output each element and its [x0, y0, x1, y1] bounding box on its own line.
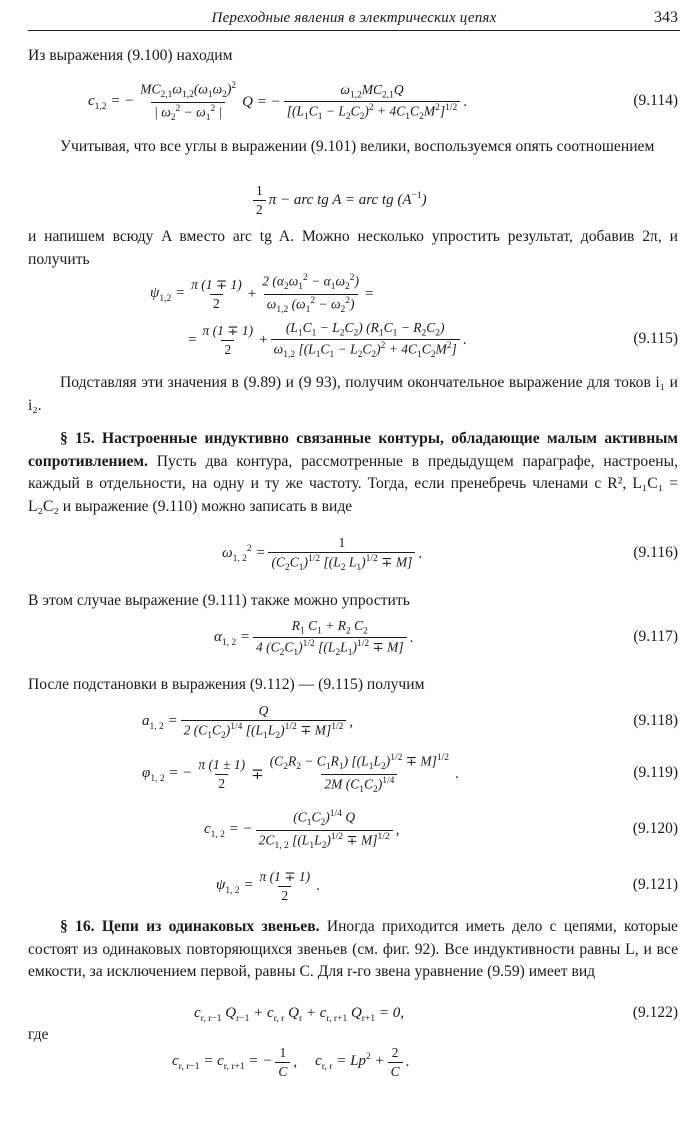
- equation-number: (9.114): [633, 92, 678, 109]
- section-15-heading: § 15. Настроенные индуктивно связанные контуры, обладающие малым активным сопротивлением.: [28, 430, 678, 470]
- equation-9-120: $c_{1, 2}$ = − $\frac{(C_1C_2)^{1/4} Q}{2C_{1, 2} [(L_1L_2)^{1/2} \mp M]^{1/2}}$ , (9.120): [204, 809, 678, 851]
- equation-9-118: $a_{1, 2}$ = $\frac{Q}{2 (C_1C_2)^{1/4} [(L_1L_2)^{1/2} \mp M]^{1/2}}$ , (9.118): [142, 702, 678, 742]
- equation-9-115-line1: $\psi_{1,2}$ = $\frac{\pi (1 \mp 1)}{2}$ + $\frac{2 (\alpha_2\omega_1^2 - \alpha_1\omega_2^2)}{\omega_{1,2} (\omega_1^2 - \omega_2^2)}$ =: [150, 273, 374, 315]
- section-16-heading: § 16. Цепи из одинаковых звеньев.: [60, 918, 320, 935]
- equation-arctg-relation: $\frac{1}{2}$ π − arc tg A = arc tg $(A^{-1})$: [0, 178, 700, 222]
- section-15: [28, 428, 678, 518]
- equation-number: (9.119): [633, 764, 678, 781]
- equation-9-116: $\omega_{1, 2}^2$ = $\frac{1}{(C_2C_1)^{1/2} [(L_2 L_1)^{1/2} \mp M]}$ . (9.116): [222, 534, 678, 574]
- equation-number: (9.117): [633, 628, 678, 645]
- equation-9-117: $\alpha_{1, 2}$ = $\frac{R_1 C_1 + R_2 C_2}{4 (C_2C_1)^{1/2} [(L_2L_1)^{1/2} \mp M]}$ . (9.117): [214, 617, 678, 659]
- paragraph-intro: Из выражения (9.100) находим: [28, 47, 233, 64]
- paragraph-after-substitution: После подстановки в выражения (9.112) — (9.115) получим: [28, 676, 425, 693]
- section-15-text: Пусть два контура, рассмотренные в предыдущем параграфе, настроены, каждый в отдельности, на одну и ту же частоту. Тогда, если пренебречь членами с R², L₁C₁ = L₂C₂ и выражение (9.110) можно записать в виде: [28, 452, 678, 515]
- equation-number: (9.122): [632, 1004, 678, 1021]
- equation-number: (9.120): [632, 820, 678, 837]
- equation-number: (9.115): [633, 330, 678, 347]
- equation-9-115-line2: = $\frac{\pi (1 \mp 1)}{2}$ + $\frac{(L_1C_1 - L_2C_2) (R_1C_1 - R_2C_2)}{\omega_{1,2} [(L_1C_1 - L_2C_2)^2 + 4C_1C_2M^2]}$ . (9.115): [188, 319, 678, 361]
- running-title: Переходные явления в электрических цепях: [211, 10, 497, 26]
- section-16-text: Иногда приходится иметь дело с цепями, которые состоят из одинаковых повторяющихся звеньев (см. фиг. 92). Все индуктивности равны L, и все емкости, за исключением первой, равны C. Для r-го звена уравнение (9.59) имеет вид: [28, 918, 678, 980]
- paragraph-angles: Учитывая, что все углы в выражении (9.101) велики, воспользуемся опять соотношением: [60, 138, 655, 155]
- equation-number: (9.116): [633, 544, 678, 561]
- equation-9-119: $\varphi_{1, 2}$ = − $\frac{\pi (1 \pm 1)}{2}$ ∓ $\frac{(C_2R_2 - C_1R_1) [(L_1L_2)^{1/2} \mp M]^{1/2}}{2M (C_1C_2)^{1/4}}$ . (9.119): [142, 753, 678, 795]
- paragraph-substitute: и напишем всюду A вместо arc tg A. Можно несколько упростить результат, добавив 2π, и получить: [28, 228, 678, 268]
- section-16: [28, 916, 678, 984]
- paragraph-final-currents: Подставляя эти значения в (9.89) и (9 93), получим окончательное выражение для токов i₁ и i₂.: [28, 374, 678, 414]
- equation-number: (9.118): [633, 712, 678, 729]
- equation-9-121: $\psi_{1, 2}$ = $\frac{\pi (1 \mp 1)}{2}$ . (9.121): [216, 868, 678, 903]
- paragraph-simplify: В этом случае выражение (9.111) также можно упростить: [28, 592, 410, 609]
- equation-9-122: $c_{r, r-1}$ $Q_{r-1} + c_{r, r}$ $Q_r + c_{r, r+1}$ $Q_{r+1} = 0$, (9.122): [194, 1004, 678, 1024]
- word-where: где: [28, 1026, 49, 1043]
- running-header: [28, 8, 680, 31]
- equation-number: (9.121): [632, 876, 678, 893]
- equation-coefficients: $c_{r, r-1} = c_{r, r+1}$ = − $\frac{1}{C}$ , $c_{r, r} = Lp^2$ + $\frac{2}{C}$ .: [172, 1044, 410, 1079]
- equation-9-114: $c_{1,2}$ = − $\frac{MC_{2,1}\omega_{1,2}(\omega_1\omega_2)^2}{| \omega_2^2 - \omega_1^2 |}$ Q = − $\frac{\omega_{1,2}MC_{2,1}Q}{[(L_1C_1 - L_2C_2)^2 + 4C_1C_2M^2]^{1/2}}$ . (9.114): [88, 81, 678, 123]
- page-number: 343: [654, 9, 678, 26]
